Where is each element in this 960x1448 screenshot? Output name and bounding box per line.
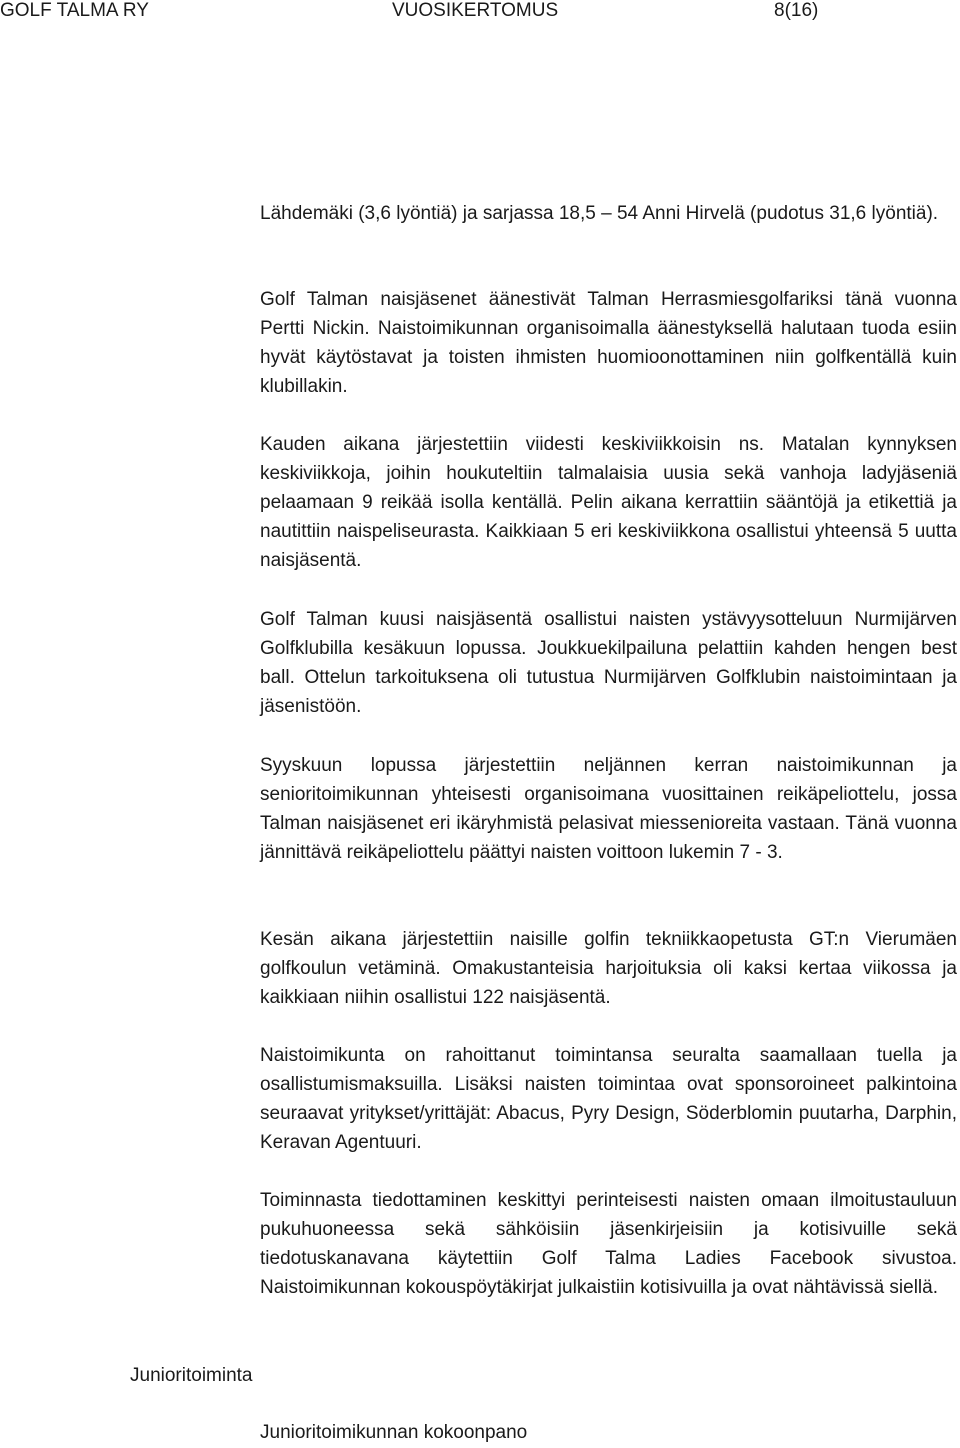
paragraph-block-7 — [260, 1041, 957, 1157]
subsection-heading: Junioritoimikunnan kokoonpano — [260, 1422, 528, 1443]
paragraph-block-4 — [260, 605, 957, 721]
header-document-title: VUOSIKERTOMUS — [392, 0, 559, 21]
paragraph-block-6 — [260, 925, 957, 1012]
paragraph-block-1 — [260, 199, 957, 228]
header-organization: GOLF TALMA RY — [0, 0, 149, 21]
paragraph-block-2 — [260, 285, 957, 401]
paragraph-block-8 — [260, 1186, 957, 1302]
section-heading: Junioritoiminta — [130, 1365, 253, 1386]
paragraph: Lähdemäki (3,6 lyöntiä) ja sarjassa 18,5 – 54 Anni Hirvelä (pudotus 31,6 lyöntiä). — [260, 203, 939, 224]
page-header — [0, 0, 960, 24]
paragraph: Kauden aikana järjestettiin viidesti keskiviikkoisin ns. Matalan kynnyksen keskiviikkoja, joihin houkuteltiin talmalaisia uusia sekä vanhoja ladyjäseniä pelaamaan 9 reikää isolla kentällä. Pelin aikana kerrattiin sääntöjä ja etikettiä ja nautittiin naispeliseurasta. Kaikkiaan 5 eri keskiviikkona osallistui yhteensä 5 uutta naisjäsentä. — [260, 434, 957, 571]
paragraph: Toiminnasta tiedottaminen keskittyi perinteisesti naisten omaan ilmoitustauluun pukuhuoneessa sekä sähköisiin jäsenkirjeisiin ja kotisivuille sekä tiedotuskanavana käytettiin Golf Talma Ladies Facebook sivustoa. Naistoimikunnan kokouspöytäkirjat julkaistiin kotisivuilla ja ovat nähtävissä siellä. — [260, 1190, 957, 1298]
paragraph: Syyskuun lopussa järjestettiin neljännen kerran naistoimikunnan ja senioritoimikunnan yhteisesti organisoimana vuosittainen reikäpeliottelu, jossa Talman naisjäsenet eri ikäryhmistä pelasivat miessenioreita vastaan. Tänä vuonna jännittävä reikäpeliottelu päättyi naisten voittoon lukemin 7 - 3. — [260, 755, 957, 863]
paragraph: Kesän aikana järjestettiin naisille golfin tekniikkaopetusta GT:n Vierumäen golfkoulun vetäminä. Omakustanteisia harjoituksia oli kaksi kertaa viikossa ja kaikkiaan niihin osallistui 122 naisjäsentä. — [260, 929, 957, 1008]
paragraph: Naistoimikunta on rahoittanut toimintansa seuralta saamallaan tuella ja osallistumismaksuilla. Lisäksi naisten toimintaa ovat sponsoroineet palkintoina seuraavat yritykset/yrittäjät: Abacus, Pyry Design, Söderblomin puutarha, Darphin, Keravan Agentuuri. — [260, 1045, 957, 1153]
header-page-number: 8(16) — [774, 0, 819, 21]
paragraph-block-5 — [260, 751, 957, 867]
paragraph: Golf Talman kuusi naisjäsentä osallistui naisten ystävyysotteluun Nurmijärven Golfklubilla kesäkuun lopussa. Joukkuekilpailuna pelattiin kahden hengen best ball. Ottelun tarkoituksena oli tutustua Nurmijärven Golfklubin naistoimintaan ja jäsenistöön. — [260, 609, 957, 717]
paragraph: Golf Talman naisjäsenet äänestivät Talman Herrasmiesgolfariksi tänä vuonna Pertti Nickin. Naistoimikunnan organisoimalla äänestyksellä halutaan tuoda esiin hyvät käytöstavat ja toisten ihmisten huomioonottaminen niin golfkentällä kuin klubillakin. — [260, 289, 957, 397]
paragraph-block-3 — [260, 430, 957, 575]
